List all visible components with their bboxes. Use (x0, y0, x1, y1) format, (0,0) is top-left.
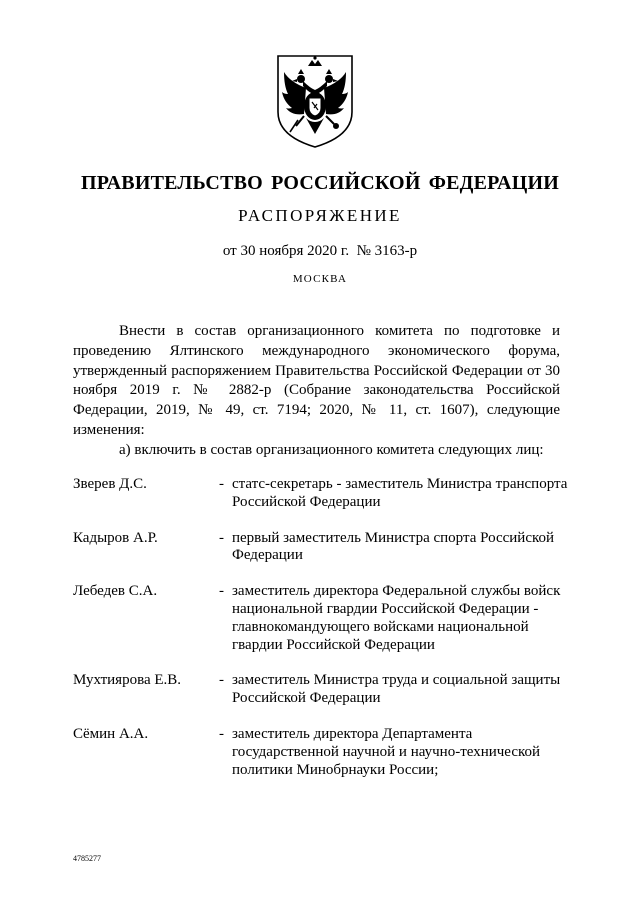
dash-separator: - (219, 529, 224, 546)
list-item (73, 476, 573, 512)
person-name: Лебедев С.А. (73, 583, 158, 600)
person-role: заместитель директора Федеральной службы войск национальной гвардии Российской Федерации - главнокомандующего войсками национальной гвардии Российской Федерации (232, 583, 561, 653)
document-code: 4785277 (73, 854, 101, 863)
government-title: ПРАВИТЕЛЬСТВО РОССИЙСКОЙ ФЕДЕРАЦИИ (81, 172, 559, 194)
person-role: заместитель директора Департамента государственной научной и научно-технической политики Минобрнауки России; (232, 725, 541, 778)
document-type: РАСПОРЯЖЕНИЕ (238, 206, 402, 225)
dash-separator: - (219, 476, 224, 492)
list-item (73, 726, 573, 779)
person-role: заместитель Министра труда и социальной защиты Российской Федерации (232, 672, 561, 707)
persons-list (73, 476, 573, 797)
list-item (73, 672, 573, 708)
item-a-paragraph: а) включить в состав организационного комитета следующих лиц: (119, 442, 544, 458)
list-item (73, 530, 573, 566)
intro-paragraph: Внести в состав организационного комитета по подготовке и проведению Ялтинского международного экономического форума, утвержденный распоряжением Правительства Российской Федерации от 30 ноября 2019 г. № 2882-р (Собрание законодательства Российской Федерации, 2019, № 49, ст. 7194; 2020, № 11, ст. 1607), следующие изменения: (73, 323, 560, 438)
document-date-number: от 30 ноября 2020 г. № 3163-р (222, 243, 418, 259)
person-role: статс-секретарь - заместитель Министра транспорта Российской Федерации (232, 476, 568, 510)
dash-separator: - (219, 725, 224, 742)
document-city: МОСКВА (292, 273, 348, 285)
dash-separator: - (219, 583, 224, 600)
person-role: первый заместитель Министра спорта Российской Федерации (232, 529, 555, 564)
person-name: Мухтиярова Е.В. (73, 672, 182, 689)
person-name: Сёмин А.А. (73, 725, 149, 742)
person-name: Кадыров А.Р. (73, 529, 158, 546)
person-name: Зверев Д.С. (73, 476, 147, 492)
russian-coat-of-arms-icon (270, 52, 360, 150)
dash-separator: - (219, 672, 224, 689)
list-item (73, 583, 573, 654)
